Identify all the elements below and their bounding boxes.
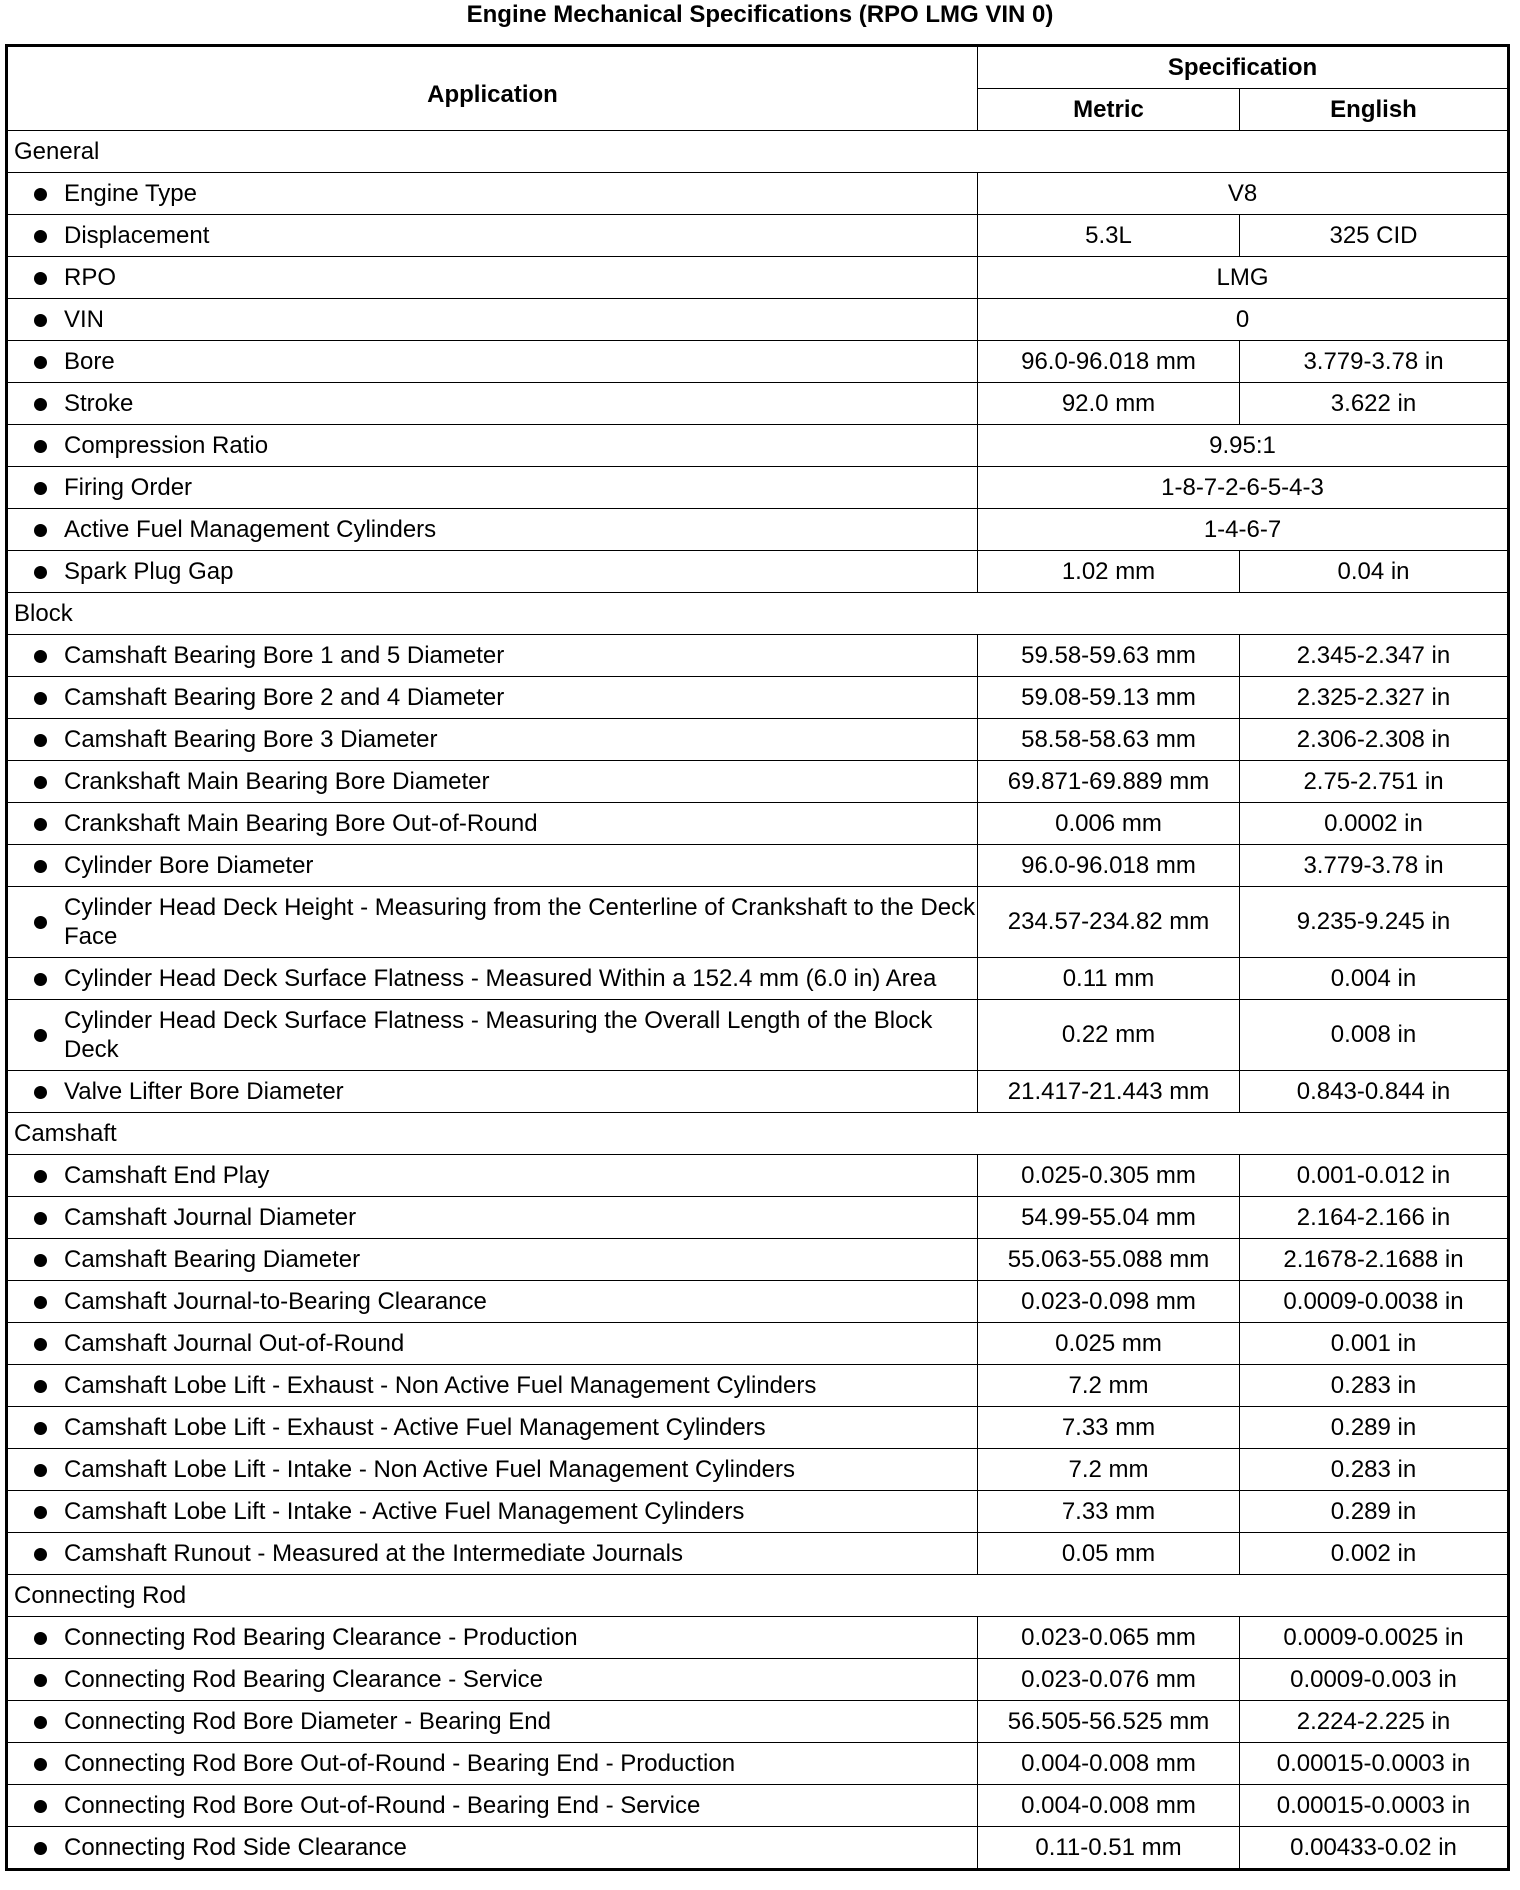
application-cell [7,1071,978,1113]
bullet-icon [34,776,47,789]
application-label: Stroke [64,390,134,417]
bullet-icon [34,1632,47,1645]
metric-value: 1.02 mm [978,551,1240,593]
combined-value: 9.95:1 [978,425,1509,467]
english-value: 2.345-2.347 in [1240,635,1509,677]
english-value: 2.164-2.166 in [1240,1197,1509,1239]
english-value: 2.325-2.327 in [1240,677,1509,719]
english-value: 3.779-3.78 in [1240,845,1509,887]
application-label: Camshaft Lobe Lift - Intake - Non Active Fuel Management Cylinders [64,1456,796,1483]
table-row [7,1491,1509,1533]
application-cell [7,887,978,958]
bullet-icon [34,314,47,327]
table-row [7,1533,1509,1575]
application-cell [7,761,978,803]
table-row [7,1323,1509,1365]
metric-value: 0.004-0.008 mm [978,1785,1240,1827]
metric-value: 69.871-69.889 mm [978,761,1240,803]
metric-value: 7.2 mm [978,1365,1240,1407]
english-value: 2.75-2.751 in [1240,761,1509,803]
application-label: VIN [64,306,105,333]
application-label: Camshaft Bearing Diameter [64,1246,361,1273]
table-row [7,845,1509,887]
english-value: 0.289 in [1240,1491,1509,1533]
application-label: Connecting Rod Bore Diameter - Bearing End [64,1708,551,1735]
application-cell [7,1743,978,1785]
metric-value: 0.11-0.51 mm [978,1827,1240,1870]
metric-value: 92.0 mm [978,383,1240,425]
english-value: 0.002 in [1240,1533,1509,1575]
application-cell [7,1701,978,1743]
application-label: Active Fuel Management Cylinders [64,516,437,543]
application-cell [7,1659,978,1701]
application-label: Compression Ratio [64,432,269,459]
table-row [7,1071,1509,1113]
application-cell [7,551,978,593]
english-value: 0.001-0.012 in [1240,1155,1509,1197]
table-row [7,1659,1509,1701]
application-cell [7,1827,978,1870]
metric-value: 58.58-58.63 mm [978,719,1240,761]
bullet-icon [34,1422,47,1435]
metric-value: 56.505-56.525 mm [978,1701,1240,1743]
table-row [7,1197,1509,1239]
page-title: Engine Mechanical Specifications (RPO LMG VIN 0) [466,1,1054,28]
application-cell [7,215,978,257]
bullet-icon [34,1170,47,1183]
english-value: 325 CID [1240,215,1509,257]
application-cell [7,173,978,215]
bullet-icon [34,650,47,663]
table-row [7,1701,1509,1743]
application-cell [7,1239,978,1281]
metric-value: 59.58-59.63 mm [978,635,1240,677]
table-row [7,299,1509,341]
english-value: 0.0002 in [1240,803,1509,845]
table-row [7,1281,1509,1323]
bullet-icon [34,916,47,929]
bullet-icon [34,1029,47,1042]
application-cell [7,1155,978,1197]
english-value: 0.00015-0.0003 in [1240,1743,1509,1785]
english-value: 0.00015-0.0003 in [1240,1785,1509,1827]
section-row [7,1575,1509,1617]
metric-value: 5.3L [978,215,1240,257]
bullet-icon [34,272,47,285]
application-cell [7,1000,978,1071]
english-value: 0.004 in [1240,958,1509,1000]
english-value: 2.224-2.225 in [1240,1701,1509,1743]
application-label: Camshaft Bearing Bore 1 and 5 Diameter [64,642,505,669]
english-value: 0.0009-0.0038 in [1240,1281,1509,1323]
section-heading: General [7,131,1509,173]
table-row [7,467,1509,509]
table-row [7,719,1509,761]
application-cell [7,1323,978,1365]
bullet-icon [34,1800,47,1813]
application-cell [7,1281,978,1323]
english-value: 2.306-2.308 in [1240,719,1509,761]
metric-value: 0.023-0.076 mm [978,1659,1240,1701]
english-value: 0.001 in [1240,1323,1509,1365]
application-label: Connecting Rod Bore Out-of-Round - Bearing End - Service [64,1792,701,1819]
spec-table [5,44,1510,1871]
bullet-icon [34,440,47,453]
section-row [7,1113,1509,1155]
bullet-icon [34,524,47,537]
application-label: Camshaft Lobe Lift - Exhaust - Non Active Fuel Management Cylinders [64,1372,817,1399]
english-value: 0.0009-0.003 in [1240,1659,1509,1701]
table-row [7,551,1509,593]
application-label: Bore [64,348,115,375]
table-row [7,887,1509,958]
combined-value: 1-4-6-7 [978,509,1509,551]
bullet-icon [34,188,47,201]
bullet-icon [34,1506,47,1519]
bullet-icon [34,1758,47,1771]
header-metric: Metric [978,89,1240,131]
bullet-icon [34,1086,47,1099]
metric-value: 7.33 mm [978,1407,1240,1449]
bullet-icon [34,1548,47,1561]
table-row [7,425,1509,467]
combined-value: 1-8-7-2-6-5-4-3 [978,467,1509,509]
application-cell [7,299,978,341]
application-cell [7,1197,978,1239]
table-row [7,1449,1509,1491]
bullet-icon [34,482,47,495]
application-label: Displacement [64,222,210,249]
application-label: Camshaft Journal-to-Bearing Clearance [64,1288,487,1315]
table-row [7,383,1509,425]
application-cell [7,1617,978,1659]
table-row [7,1785,1509,1827]
metric-value: 54.99-55.04 mm [978,1197,1240,1239]
bullet-icon [34,692,47,705]
application-label: Connecting Rod Bearing Clearance - Service [64,1666,543,1693]
application-label: Engine Type [64,180,197,207]
bullet-icon [34,818,47,831]
application-label: RPO [64,264,117,291]
application-label: Connecting Rod Bearing Clearance - Production [64,1624,578,1651]
application-label: Cylinder Bore Diameter [64,852,314,879]
application-cell [7,845,978,887]
bullet-icon [34,1338,47,1351]
bullet-icon [34,1212,47,1225]
table-row [7,1617,1509,1659]
application-cell [7,341,978,383]
application-cell [7,719,978,761]
bullet-icon [34,1380,47,1393]
bullet-icon [34,398,47,411]
english-value: 0.0009-0.0025 in [1240,1617,1509,1659]
table-row [7,677,1509,719]
metric-value: 0.025 mm [978,1323,1240,1365]
table-row [7,1365,1509,1407]
metric-value: 96.0-96.018 mm [978,341,1240,383]
metric-value: 0.05 mm [978,1533,1240,1575]
section-row [7,131,1509,173]
table-row [7,173,1509,215]
application-label: Camshaft Journal Diameter [64,1204,357,1231]
metric-value: 59.08-59.13 mm [978,677,1240,719]
application-label: Camshaft Lobe Lift - Exhaust - Active Fuel Management Cylinders [64,1414,766,1441]
metric-value: 21.417-21.443 mm [978,1071,1240,1113]
application-cell [7,1449,978,1491]
table-row [7,1239,1509,1281]
application-label: Camshaft End Play [64,1162,270,1189]
table-row [7,1743,1509,1785]
table-row [7,958,1509,1000]
application-cell [7,1491,978,1533]
metric-value: 7.33 mm [978,1491,1240,1533]
english-value: 0.008 in [1240,1000,1509,1071]
application-cell [7,1785,978,1827]
english-value: 0.283 in [1240,1365,1509,1407]
metric-value: 0.023-0.098 mm [978,1281,1240,1323]
bullet-icon [34,566,47,579]
bullet-icon [34,1296,47,1309]
application-label: Connecting Rod Bore Out-of-Round - Bearing End - Production [64,1750,736,1777]
application-label: Camshaft Lobe Lift - Intake - Active Fuel Management Cylinders [64,1498,745,1525]
application-cell [7,958,978,1000]
application-cell [7,1407,978,1449]
application-cell [7,1533,978,1575]
section-row [7,593,1509,635]
table-row [7,761,1509,803]
english-value: 0.04 in [1240,551,1509,593]
metric-value: 0.11 mm [978,958,1240,1000]
combined-value: V8 [978,173,1509,215]
application-label: Spark Plug Gap [64,558,234,585]
table-row [7,341,1509,383]
application-label: Camshaft Bearing Bore 2 and 4 Diameter [64,684,505,711]
metric-value: 0.22 mm [978,1000,1240,1071]
bullet-icon [34,230,47,243]
bullet-icon [34,734,47,747]
bullet-icon [34,860,47,873]
application-cell [7,383,978,425]
header-row [7,46,1509,89]
application-cell [7,467,978,509]
header-english: English [1240,89,1509,131]
metric-value: 0.004-0.008 mm [978,1743,1240,1785]
header-specification: Specification [978,46,1509,89]
english-value: 3.779-3.78 in [1240,341,1509,383]
section-heading: Camshaft [7,1113,1509,1155]
english-value: 0.00433-0.02 in [1240,1827,1509,1870]
english-value: 2.1678-2.1688 in [1240,1239,1509,1281]
application-label: Cylinder Head Deck Surface Flatness - Measured Within a 152.4 mm (6.0 in) Area [64,965,937,992]
metric-value: 234.57-234.82 mm [978,887,1240,958]
combined-value: 0 [978,299,1509,341]
application-label: Camshaft Bearing Bore 3 Diameter [64,726,438,753]
bullet-icon [34,1464,47,1477]
table-row [7,1155,1509,1197]
header-application: Application [7,46,978,131]
metric-value: 0.006 mm [978,803,1240,845]
bullet-icon [34,1254,47,1267]
bullet-icon [34,356,47,369]
application-label: Cylinder Head Deck Height - Measuring from the Centerline of Crankshaft to the Deck Face [64,894,976,950]
table-row [7,635,1509,677]
combined-value: LMG [978,257,1509,299]
table-row [7,215,1509,257]
application-cell [7,509,978,551]
table-row [7,1827,1509,1870]
table-row [7,257,1509,299]
english-value: 3.622 in [1240,383,1509,425]
english-value: 0.843-0.844 in [1240,1071,1509,1113]
table-row [7,1407,1509,1449]
spec-body [7,131,1509,1870]
metric-value: 96.0-96.018 mm [978,845,1240,887]
application-label: Firing Order [64,474,193,501]
english-value: 0.283 in [1240,1449,1509,1491]
bullet-icon [34,1842,47,1855]
application-label: Camshaft Journal Out-of-Round [64,1330,405,1357]
english-value: 9.235-9.245 in [1240,887,1509,958]
bullet-icon [34,1716,47,1729]
metric-value: 0.023-0.065 mm [978,1617,1240,1659]
english-value: 0.289 in [1240,1407,1509,1449]
bullet-icon [34,973,47,986]
table-row [7,1000,1509,1071]
application-cell [7,425,978,467]
application-cell [7,635,978,677]
metric-value: 55.063-55.088 mm [978,1239,1240,1281]
application-cell [7,803,978,845]
section-heading: Connecting Rod [7,1575,1509,1617]
application-cell [7,677,978,719]
application-label: Valve Lifter Bore Diameter [64,1078,344,1105]
application-label: Connecting Rod Side Clearance [64,1834,407,1861]
application-cell [7,1365,978,1407]
metric-value: 0.025-0.305 mm [978,1155,1240,1197]
metric-value: 7.2 mm [978,1449,1240,1491]
table-row [7,509,1509,551]
application-label: Crankshaft Main Bearing Bore Out-of-Round [64,810,538,837]
application-label: Cylinder Head Deck Surface Flatness - Measuring the Overall Length of the Block Deck [64,1007,933,1063]
application-label: Camshaft Runout - Measured at the Intermediate Journals [64,1540,683,1567]
bullet-icon [34,1674,47,1687]
section-heading: Block [7,593,1509,635]
application-cell [7,257,978,299]
application-label: Crankshaft Main Bearing Bore Diameter [64,768,490,795]
table-row [7,803,1509,845]
